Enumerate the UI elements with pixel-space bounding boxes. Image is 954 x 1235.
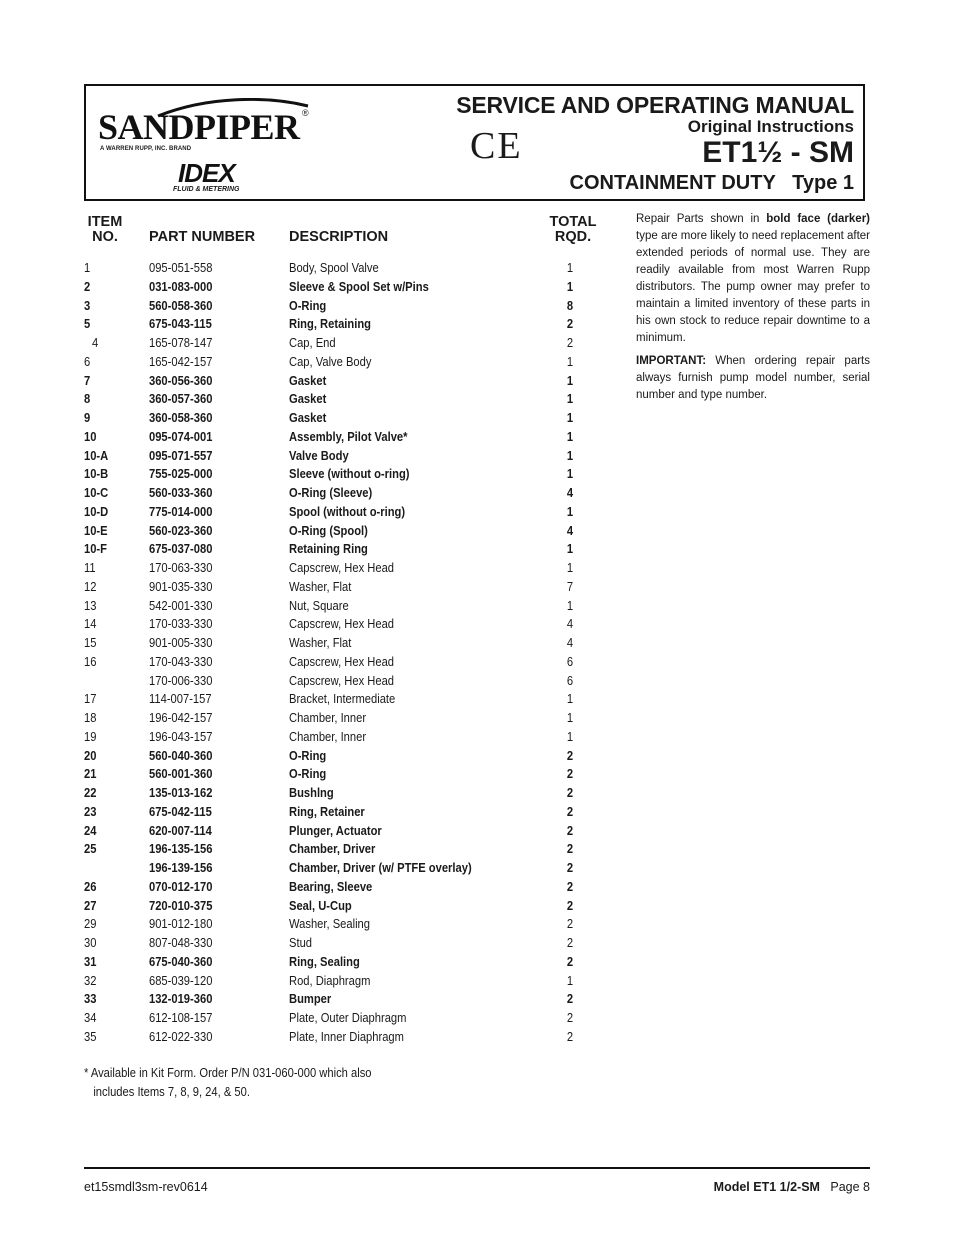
- item-number: 33: [84, 991, 97, 1007]
- quantity-required: 1: [566, 447, 574, 463]
- quantity-required: 2: [566, 1028, 574, 1044]
- part-number: 360-057-360: [149, 391, 213, 407]
- part-description: Valve Body: [289, 447, 349, 463]
- part-description: O-Ring: [289, 747, 327, 763]
- item-number: 2: [84, 278, 91, 294]
- kit-footnote: * Available in Kit Form. Order P/N 031-060-000 which also includes Items 7, 8, 9, 24, & 50.: [84, 1065, 372, 1099]
- item-number: 6: [84, 353, 91, 369]
- part-description: Sleeve (without o-ring): [289, 466, 410, 482]
- part-number: 196-042-157: [149, 710, 213, 725]
- part-number: 560-023-360: [149, 522, 213, 538]
- item-number: 34: [84, 1010, 97, 1025]
- part-description: Bracket, Intermediate: [289, 691, 396, 707]
- part-description: Capscrew, Hex Head: [289, 653, 395, 669]
- quantity-required: 2: [566, 991, 574, 1007]
- item-number: 10-B: [84, 466, 109, 482]
- table-row: [84, 653, 604, 672]
- item-number: 17: [84, 691, 97, 707]
- part-number: 775-014-000: [149, 503, 213, 519]
- item-number: 10-C: [84, 485, 109, 500]
- part-description: Gasket: [289, 391, 327, 407]
- brand-name: SANDPIPER: [98, 107, 300, 147]
- item-number: 10-A: [84, 447, 109, 463]
- duty-heading: CONTAINMENT DUTY Type 1: [569, 172, 854, 194]
- part-number: 901-035-330: [149, 578, 213, 594]
- item-number: 10-F: [84, 541, 107, 557]
- item-number: 18: [84, 710, 97, 725]
- footer-page-number: Page 8: [830, 1180, 870, 1194]
- table-row: [84, 897, 604, 916]
- item-number: 12: [84, 578, 97, 594]
- part-number: 560-033-360: [149, 485, 213, 500]
- item-number: 32: [84, 972, 97, 988]
- quantity-required: 2: [566, 916, 574, 932]
- quantity-required: 1: [566, 710, 574, 725]
- quantity-required: 2: [566, 1010, 574, 1025]
- part-number: 170-063-330: [149, 560, 213, 575]
- table-row: [84, 259, 604, 278]
- footer-page-info: [714, 1180, 870, 1194]
- quantity-required: 1: [566, 560, 574, 575]
- ce-mark-icon: CE: [470, 125, 523, 167]
- quantity-required: 1: [566, 372, 574, 388]
- table-row: [84, 990, 604, 1009]
- part-description: Bearing, Sleeve: [289, 878, 373, 894]
- part-number: 165-078-147: [149, 335, 213, 350]
- part-description: Chamber, Inner: [289, 728, 367, 744]
- quantity-required: 2: [566, 747, 574, 763]
- quantity-required: 1: [566, 691, 574, 707]
- manual-subtitle: Original Instructions: [687, 117, 854, 136]
- table-row: [84, 578, 604, 597]
- quantity-required: 1: [566, 353, 574, 369]
- quantity-required: 1: [566, 728, 574, 744]
- quantity-required: 2: [566, 953, 574, 969]
- item-number: 22: [84, 785, 97, 800]
- quantity-required: 8: [566, 297, 574, 313]
- part-description: Capscrew, Hex Head: [289, 560, 395, 575]
- part-description: Assembly, Pilot Valve*: [289, 428, 408, 444]
- quantity-required: 2: [566, 766, 574, 782]
- part-number: 720-010-375: [149, 897, 213, 913]
- item-number: 1: [84, 260, 91, 275]
- note-paragraph-1: Repair Parts shown in bold face (darker) type are more likely to need replacement after extended periods of normal use. They are readily available from most Warren Rupp distributors. The pump owner may prefer to maintain a limited inventory of these parts in his own stock to reduce repair downtime to a minimum.: [636, 213, 870, 344]
- item-number: 24: [84, 822, 97, 838]
- quantity-required: 1: [566, 278, 574, 294]
- table-row: [84, 390, 604, 409]
- table-row: [84, 372, 604, 391]
- quantity-required: 1: [566, 428, 574, 444]
- table-row: [84, 447, 604, 466]
- brand-registered-mark: ®: [302, 108, 309, 118]
- part-number: 165-042-157: [149, 353, 213, 369]
- quantity-required: 1: [566, 466, 574, 482]
- item-number: 9: [84, 410, 91, 425]
- quantity-required: 4: [566, 635, 574, 650]
- quantity-required: 4: [566, 616, 574, 632]
- part-number: 114-007-157: [149, 691, 212, 707]
- item-number: 8: [84, 391, 91, 407]
- part-number: 095-074-001: [149, 428, 213, 444]
- part-description: Plate, Inner Diaphragm: [289, 1028, 404, 1044]
- part-description: Plunger, Actuator: [289, 822, 382, 838]
- quantity-required: 2: [566, 803, 574, 819]
- item-number: 15: [84, 635, 97, 650]
- table-row: [84, 1028, 604, 1047]
- table-row: [84, 840, 604, 859]
- manual-title: SERVICE AND OPERATING MANUAL: [456, 92, 854, 118]
- part-description: O-Ring (Spool): [289, 522, 368, 538]
- table-row: [84, 915, 604, 934]
- table-row: [84, 859, 604, 878]
- item-number: 16: [84, 653, 97, 669]
- table-row: [84, 934, 604, 953]
- part-number: 560-040-360: [149, 747, 213, 763]
- footer-doc-code: et15smdl3sm-rev0614: [84, 1180, 208, 1194]
- item-number: 11: [84, 560, 96, 575]
- item-number: 13: [84, 597, 97, 613]
- quantity-required: 7: [566, 578, 574, 594]
- quantity-required: 2: [566, 878, 574, 894]
- part-number: 095-071-557: [149, 447, 213, 463]
- part-description: Ring, Sealing: [289, 953, 360, 969]
- quantity-required: 2: [566, 897, 574, 913]
- item-number: 23: [84, 803, 97, 819]
- part-number: 196-135-156: [149, 841, 213, 857]
- item-number: 4: [92, 335, 99, 350]
- part-description: Capscrew, Hex Head: [289, 616, 395, 632]
- table-row: [84, 747, 604, 766]
- quantity-required: 1: [566, 410, 574, 425]
- part-number: 031-083-000: [149, 278, 213, 294]
- item-number: 27: [84, 897, 97, 913]
- table-row: [84, 522, 604, 541]
- idex-logo: IDEX: [178, 158, 235, 188]
- part-number: 135-013-162: [149, 785, 213, 800]
- parts-table: [84, 259, 604, 1047]
- quantity-required: 1: [566, 391, 574, 407]
- table-row: [84, 484, 604, 503]
- item-number: 10: [84, 428, 97, 444]
- item-number: 21: [84, 766, 97, 782]
- part-number: 675-040-360: [149, 953, 213, 969]
- col-header-total: TOTAL RQD.: [549, 214, 597, 245]
- table-row: [84, 428, 604, 447]
- item-number: 31: [84, 953, 97, 969]
- part-number: 170-043-330: [149, 653, 213, 669]
- quantity-required: 2: [566, 841, 574, 857]
- part-description: O-Ring: [289, 297, 327, 313]
- part-number: 560-001-360: [149, 766, 213, 782]
- sandpiper-logo: [98, 102, 318, 197]
- part-description: Body, Spool Valve: [289, 260, 379, 275]
- quantity-required: 1: [566, 597, 574, 613]
- part-description: Capscrew, Hex Head: [289, 672, 395, 688]
- quantity-required: 2: [566, 316, 574, 332]
- part-number: 675-037-080: [149, 541, 213, 557]
- part-description: Bushlng: [289, 785, 334, 800]
- table-row: [84, 278, 604, 297]
- part-description: O-Ring (Sleeve): [289, 485, 373, 500]
- part-description: Washer, Sealing: [289, 916, 371, 932]
- table-row: [84, 540, 604, 559]
- model-heading: ET1½ - SM: [702, 136, 854, 169]
- part-number: 612-108-157: [149, 1010, 213, 1025]
- quantity-required: 2: [566, 785, 574, 800]
- item-number: 19: [84, 728, 97, 744]
- table-row: [84, 672, 604, 691]
- table-row: [84, 503, 604, 522]
- part-description: Ring, Retainer: [289, 803, 365, 819]
- part-number: 196-043-157: [149, 728, 213, 744]
- quantity-required: 4: [566, 485, 574, 500]
- quantity-required: 2: [566, 335, 574, 350]
- quantity-required: 1: [566, 503, 574, 519]
- part-number: 901-005-330: [149, 635, 213, 650]
- table-row: [84, 353, 604, 372]
- part-description: Ring, Retaining: [289, 316, 371, 332]
- part-description: Chamber, Driver (w/ PTFE overlay): [289, 860, 472, 875]
- part-description: Rod, Diaphragm: [289, 972, 371, 988]
- item-number: 5: [84, 316, 91, 332]
- part-description: Nut, Square: [289, 597, 349, 613]
- table-row: [84, 334, 604, 353]
- quantity-required: 2: [566, 860, 574, 875]
- part-number: 620-007-114: [149, 822, 212, 838]
- part-number: 807-048-330: [149, 935, 213, 950]
- part-number: 360-058-360: [149, 410, 213, 425]
- table-row: [84, 465, 604, 484]
- table-row: [84, 709, 604, 728]
- part-number: 612-022-330: [149, 1028, 213, 1044]
- note-paragraph-2: IMPORTANT: When ordering repair parts always furnish pump model number, serial number and type number.: [636, 355, 870, 401]
- quantity-required: 2: [566, 822, 574, 838]
- table-row: [84, 878, 604, 897]
- part-number: 560-058-360: [149, 297, 213, 313]
- part-number: 675-042-115: [149, 803, 212, 819]
- table-row: [84, 953, 604, 972]
- quantity-required: 1: [566, 972, 574, 988]
- quantity-required: 4: [566, 522, 574, 538]
- table-row: [84, 634, 604, 653]
- table-row: [84, 822, 604, 841]
- col-header-part-number: PART NUMBER: [149, 229, 256, 245]
- table-row: [84, 728, 604, 747]
- part-description: Chamber, Inner: [289, 710, 367, 725]
- part-number: 095-051-558: [149, 260, 213, 275]
- brand-tagline: A WARREN RUPP, INC. BRAND: [100, 146, 192, 152]
- idex-subtitle: FLUID & METERING: [173, 186, 240, 193]
- quantity-required: 1: [566, 260, 574, 275]
- footer-model: Model ET1 1/2-SM: [713, 1180, 820, 1194]
- col-header-description: DESCRIPTION: [289, 229, 389, 245]
- part-number: 542-001-330: [149, 597, 213, 613]
- table-row: [84, 1009, 604, 1028]
- part-description: Plate, Outer Diaphragm: [289, 1010, 407, 1025]
- item-number: 10-E: [84, 522, 108, 538]
- part-number: 132-019-360: [149, 991, 213, 1007]
- table-row: [84, 972, 604, 991]
- part-description: Seal, U-Cup: [289, 897, 352, 913]
- part-number: 675-043-115: [149, 316, 212, 332]
- header-box: [84, 84, 865, 201]
- part-number: 070-012-170: [149, 878, 213, 894]
- part-description: Gasket: [289, 410, 327, 425]
- part-description: Bumper: [289, 991, 332, 1007]
- item-number: 30: [84, 935, 97, 950]
- part-number: 901-012-180: [149, 916, 213, 932]
- table-row: [84, 597, 604, 616]
- item-number: 7: [84, 372, 91, 388]
- part-description: Washer, Flat: [289, 578, 352, 594]
- part-number: 170-033-330: [149, 616, 213, 632]
- quantity-required: 6: [566, 653, 574, 669]
- quantity-required: 2: [566, 935, 574, 950]
- table-row: [84, 765, 604, 784]
- table-row: [84, 784, 604, 803]
- part-number: 755-025-000: [149, 466, 213, 482]
- part-description: Cap, End: [289, 335, 336, 350]
- item-number: 29: [84, 916, 97, 932]
- item-number: 20: [84, 747, 97, 763]
- repair-parts-note: [636, 211, 870, 410]
- part-description: Chamber, Driver: [289, 841, 376, 857]
- part-description: Retaining Ring: [289, 541, 368, 557]
- table-row: [84, 690, 604, 709]
- part-description: Cap, Valve Body: [289, 353, 372, 369]
- item-number: 26: [84, 878, 97, 894]
- part-description: Stud: [289, 935, 313, 950]
- table-row: [84, 559, 604, 578]
- table-row: [84, 409, 604, 428]
- part-number: 360-056-360: [149, 372, 213, 388]
- part-description: O-Ring: [289, 766, 327, 782]
- part-description: Washer, Flat: [289, 635, 352, 650]
- quantity-required: 6: [566, 672, 574, 688]
- item-number: 10-D: [84, 503, 109, 519]
- quantity-required: 1: [566, 541, 574, 557]
- table-row: [84, 803, 604, 822]
- item-number: 3: [84, 297, 91, 313]
- part-number: 196-139-156: [149, 860, 213, 875]
- item-number: 25: [84, 841, 97, 857]
- item-number: 14: [84, 616, 97, 632]
- part-number: 170-006-330: [149, 672, 213, 688]
- part-description: Gasket: [289, 372, 327, 388]
- footer-divider: [84, 1167, 870, 1169]
- table-row: [84, 315, 604, 334]
- part-number: 685-039-120: [149, 972, 213, 988]
- part-description: Spool (without o-ring): [289, 503, 406, 519]
- item-number: 35: [84, 1028, 97, 1044]
- table-row: [84, 297, 604, 316]
- table-row: [84, 615, 604, 634]
- col-header-item: ITEM NO.: [87, 214, 123, 245]
- part-description: Sleeve & Spool Set w/Pins: [289, 278, 429, 294]
